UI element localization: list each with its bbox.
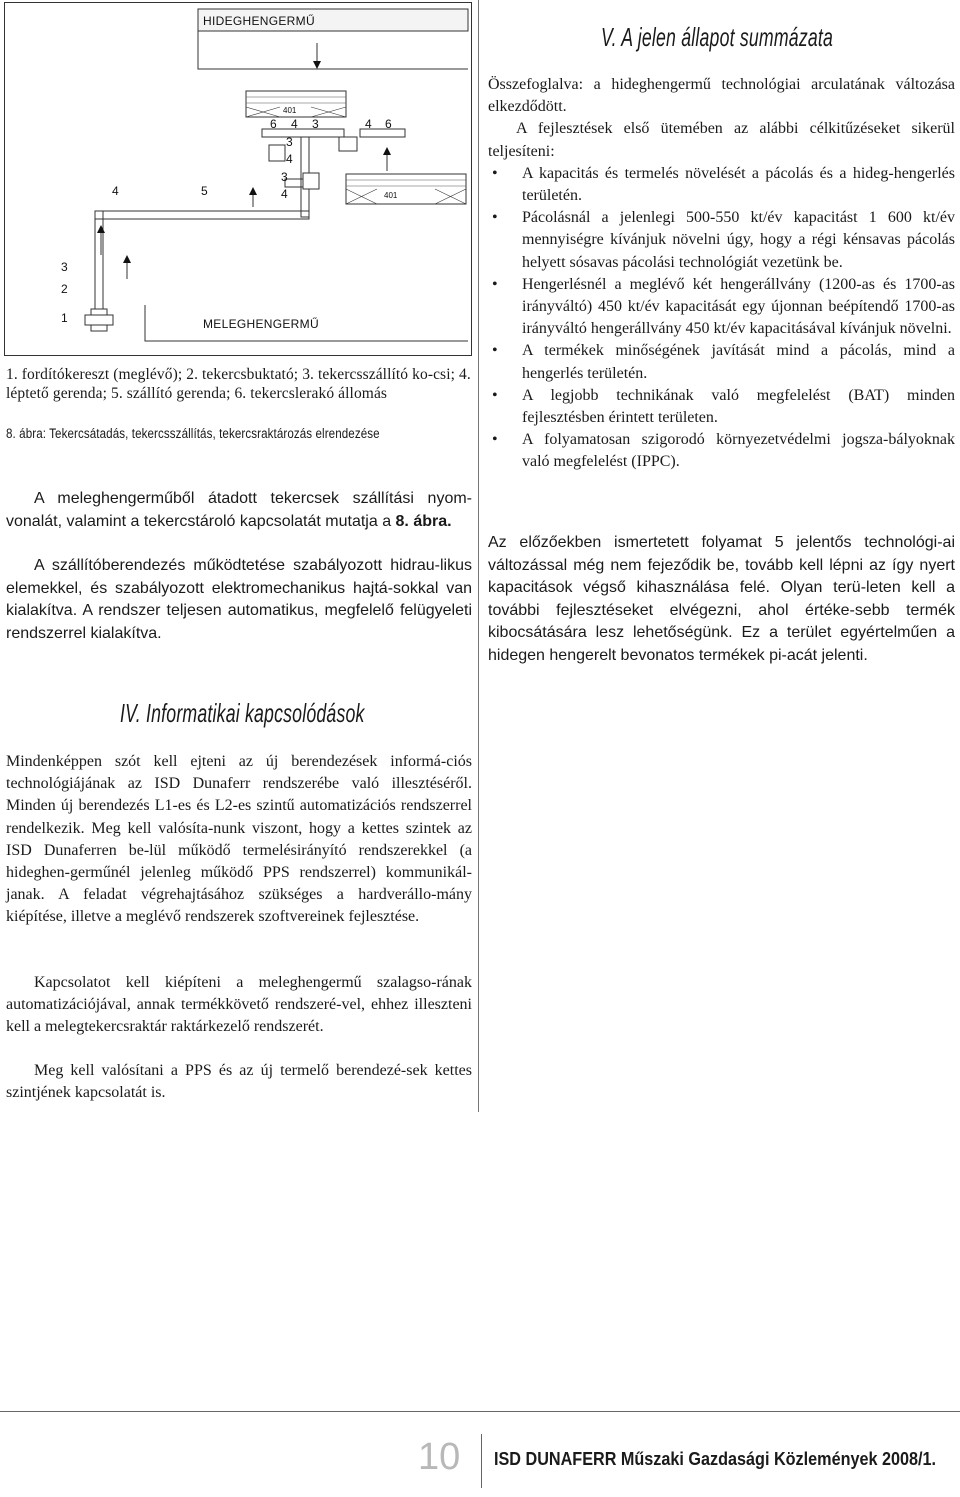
cold-mill-label: HIDEGHENGERMŰ [203, 14, 315, 28]
goals-list [488, 163, 955, 474]
coil-storage-block-2 [346, 174, 466, 204]
fig-num: 4 [281, 187, 288, 201]
goal-item: • A kapacitás és termelés növelését a pácolás és a hideg-hengerlés területén. [488, 163, 955, 207]
section-heading-iv: IV. Informatikai kapcsolódások [120, 698, 365, 728]
fig-num: 3 [286, 135, 293, 149]
summary-intro-1: Összefoglalva: a hideghengermű technológiai arculatának változása elkezdődött. [488, 76, 955, 116]
paragraph-2: A szállítóberendezés működtetése szabályozott hidrau-likus elemekkel, és szabályozott elektromechanikus hajtá-sokkal van kialakítva. A rendszer teljesen automatikus, megfelelő felügyeleti rendszerrel kialakítva. [6, 557, 472, 642]
fig-num: 4 [291, 117, 298, 131]
goal-item: • A legjobb technikának való megfelelést (BAT) minden fejlesztésben érintett területen. [488, 385, 955, 429]
paragraph-1-text: A meleghengerműből átadott tekercsek szállítási nyom-vonalát, valamint a tekercstároló kapcsolatát mutatja a [6, 490, 472, 530]
paragraph-3: Mindenképpen szót kell ejteni az új berendezések informá-ciós technológiájának az ISD Dunaferr rendszerébe való illesztéséről. Minden új berendezés L1-es és L2-es szintű automatizációs rendszerrel rendelkezik. Meg kell valósíta-nunk viszont, hogy a kettes szintek az ISD Dunaferren be-lül működő termelésirányító rendszerekkel (a hideghen-germűnél jelenleg működő PPS rendszerrel) kommunikál-janak. A feladat végrehajtásához szükséges a hardverállo-mány kiépítése, illetve a meglévő rendszerek szoftvereinek fejlesztése. [6, 753, 472, 926]
section-heading-v: V. A jelen állapot summázata [601, 22, 834, 52]
figure-legend: 1. fordítókereszt (meglévő); 2. tekercsbuktató; 3. tekercsszállító ko-csi; 4. léptető gerenda; 5. szállító gerenda; 6. tekercslerakó állomás [6, 366, 471, 402]
fig-num: 6 [270, 117, 277, 131]
storage-label-1: 401 [283, 106, 297, 115]
hot-mill-label: MELEGHENGERMŰ [203, 317, 319, 331]
closing-paragraph: Az előzőekben ismertetett folyamat 5 jelentős technológi-ai változással még nem fejeződik be, tovább kell lépni az így nyert kapacitások végső kihasználása felé. Olyan terü-leten kell a további fejlesztéseket elvégezni, ahol értéke-sebb termék kibocsátására lesz lehetőségünk. Ez a terület egyértelműen a hidegen hengerelt bevonatos termékek pi-acát jelenti. [488, 534, 955, 664]
cold-mill-wall [198, 31, 468, 69]
goal-item: • A termékek minőségének javítását mind a pácolás, mind a hengerlés területén. [488, 340, 955, 384]
fig-num: 3 [312, 117, 319, 131]
paragraph-4: Kapcsolatot kell kiépíteni a meleghengermű szalagso-rának automatizációjával, annak termékkövető rendszeré-vel, ehhez illeszteni kell a melegtekercsraktár raktárkezelő rendszerét. [6, 974, 472, 1036]
goal-item: • Hengerlésnél a meglévő két hengerállvány (1200-as és 1700-as irányváltó) 450 kt/év kapacitását egy újonnan beépítendő 1700-as irányváltó hengerállvány 450 kt/év kapacitásával kívánjuk növelni. [488, 274, 955, 341]
footer-rule [0, 1411, 960, 1412]
paragraph-5: Meg kell valósítani a PPS és az új termelő berendezé-sek kettes szintjének kapcsolatát is. [6, 1062, 472, 1102]
summary-block [488, 74, 955, 474]
storage-label-2: 401 [384, 191, 398, 200]
fig-num: 2 [61, 282, 68, 296]
fig-num: 1 [61, 311, 68, 325]
fig-num: 4 [365, 117, 372, 131]
paragraph-1 [6, 488, 472, 533]
fig-num: 5 [201, 184, 208, 198]
fig-num: 4 [112, 184, 119, 198]
footer-divider [481, 1434, 482, 1488]
journal-title: ISD DUNAFERR Műszaki Gazdasági Közlemények 2008/1. [494, 1449, 937, 1469]
fig-num: 3 [61, 260, 68, 274]
fig-num: 6 [385, 117, 392, 131]
page-number: 10 [418, 1436, 461, 1478]
fig-num: 3 [281, 170, 288, 184]
goal-item: • Pácolásnál a jelenlegi 500-550 kt/év kapacitást 1 600 kt/év mennyiségre kívánjuk növelni úgy, hogy a régi kénsavas pácolás helyett sósavas pácolási technológiát vezetünk be. [488, 207, 955, 274]
figure-diagram-svg [5, 3, 471, 355]
figure-caption: 8. ábra: Tekercsátadás, tekercsszállítás, tekercsraktározás elrendezése [6, 426, 380, 441]
figure-reference: 8. ábra. [395, 512, 452, 530]
figure-8-layout-diagram [4, 2, 472, 356]
summary-intro-2: A fejlesztések első ütemében az alábbi célkitűzéseket sikerül teljesíteni: [488, 120, 955, 160]
fig-num: 4 [286, 152, 293, 166]
goal-item: • A folyamatosan szigorodó környezetvédelmi jogsza-bályoknak való megfelelést (IPPC). [488, 429, 955, 473]
column-divider [478, 0, 479, 1112]
